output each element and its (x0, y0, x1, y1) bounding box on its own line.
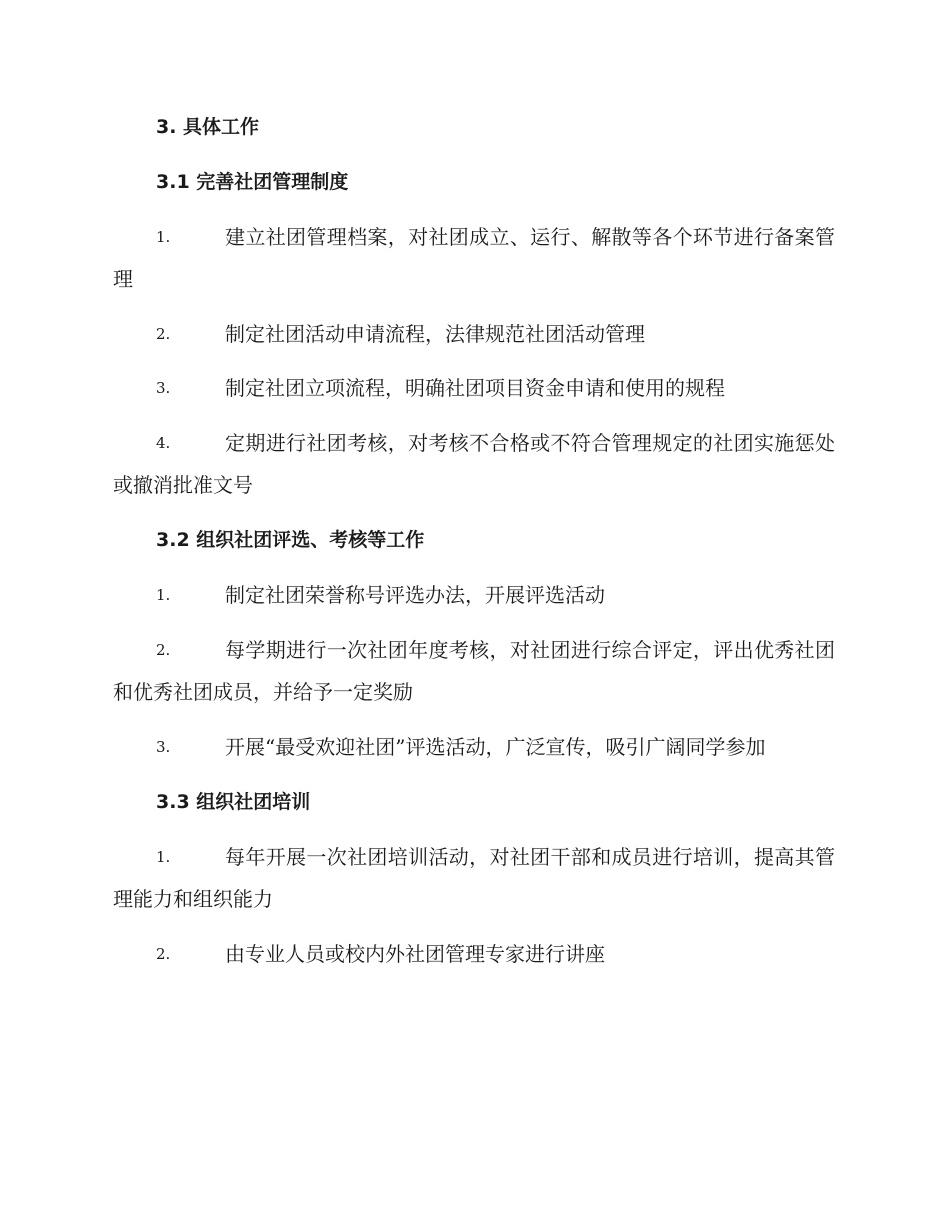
list-item-text: 每年开展一次社团培训活动，对社团干部和成员进行培训，提高其管理能力和组织能力 (113, 845, 835, 911)
list-item (113, 933, 835, 975)
list-item-number: 2. (156, 945, 171, 963)
list-item (113, 367, 835, 409)
list-item-number: 1. (156, 848, 171, 866)
list-item-number: 1. (156, 228, 171, 246)
list-item-text: 每学期进行一次社团年度考核，对社团进行综合评定，评出优秀社团和优秀社团成员，并给予一定奖励 (113, 638, 835, 704)
list-item-text: 建立社团管理档案，对社团成立、运行、解散等各个环节进行备案管理 (113, 225, 835, 291)
list-item-text: 定期进行社团考核，对考核不合格或不符合管理规定的社团实施惩处或撤消批准文号 (113, 431, 835, 497)
list-item-text: 制定社团活动申请流程，法律规范社团活动管理 (225, 322, 645, 346)
list-item (113, 726, 835, 768)
list-item-text: 开展“最受欢迎社团”评选活动，广泛宣传，吸引广阔同学参加 (225, 735, 766, 759)
list-item-number: 3. (156, 738, 171, 756)
list-item-number: 4. (156, 434, 171, 452)
list-item (113, 629, 835, 713)
list-item (113, 574, 835, 616)
list-item-number: 1. (156, 586, 171, 604)
list-item (113, 836, 835, 920)
list-item-number: 2. (156, 641, 171, 659)
list-item (113, 313, 835, 355)
list-item-text: 由专业人员或校内外社团管理专家进行讲座 (225, 942, 605, 966)
subsection-heading-3-3: 3.3 组织社团培训 (156, 791, 311, 813)
list-item-text: 制定社团荣誉称号评选办法，开展评选活动 (225, 583, 605, 607)
list-item-number: 2. (156, 325, 171, 343)
section-heading: 3. 具体工作 (156, 116, 260, 138)
list-item (113, 216, 835, 300)
subsection-heading-3-2: 3.2 组织社团评选、考核等工作 (156, 529, 425, 551)
list-item-number: 3. (156, 379, 171, 397)
list-item-text: 制定社团立项流程，明确社团项目资金申请和使用的规程 (225, 376, 725, 400)
subsection-heading-3-1: 3.1 完善社团管理制度 (156, 171, 349, 193)
list-item (113, 422, 835, 506)
